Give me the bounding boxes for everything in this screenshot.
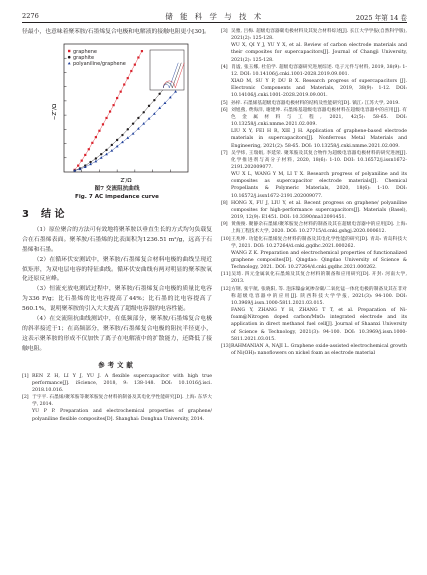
reference-text-en: WANG Z K. Preparation and electrochemical properties of functionalized graphene composites[D]. Qingdao: Qingdao University of Science & Technology, 2021. DOI: 10.27264/d.cnki.gqdhc.2021.000262. xyxy=(231,250,407,271)
impedance-chart xyxy=(22,40,212,185)
series-line-0 xyxy=(73,48,142,170)
journal-title: 储 能 科 学 与 技 术 xyxy=(165,12,264,21)
data-point xyxy=(130,70,132,72)
data-point xyxy=(110,149,113,152)
legend-marker xyxy=(68,62,71,65)
data-point xyxy=(137,56,139,58)
data-point xyxy=(113,104,115,106)
reference-text: 黄俊俊. 聚静杂石墨烯/聚苯胺复合材料的制备及其在超级电容器中的应用[D]. 上海: 上海工程技术大学, 2020. DOI: 10.27715/d.cnki.gshgj.2020.000612. xyxy=(231,222,407,235)
data-point xyxy=(126,136,129,139)
figure-caption-en: Fig. 7 AC impedance curve xyxy=(75,193,159,200)
reference-item xyxy=(221,286,407,343)
reference-number: [13] xyxy=(221,343,231,349)
reference-text: 王兆坤. 功能化石墨烯复合材料的制备及其电化学性能的研究[D]. 青岛: 青岛科技大学, 2021. DOI: 10.27264/d.cnki.gqdhc.2021.000262. xyxy=(231,236,407,249)
chart-legend xyxy=(68,49,126,67)
reference-item xyxy=(221,28,407,64)
data-point xyxy=(116,139,118,141)
data-point xyxy=(105,149,107,151)
conclusion-paragraph: （2）在循环伏安测试中，聚苯胺/石墨烯复合材料电极的曲线呈现近似矩形，为双电层电容的特征曲线。循环伏安曲线有两对明显的聚苯胺氧化还原反应峰。 xyxy=(22,256,212,283)
data-point xyxy=(120,90,122,92)
series-line-2 xyxy=(75,92,176,171)
left-column xyxy=(22,28,212,423)
data-point xyxy=(137,117,139,119)
reference-text-en: YU P P. Preparation and electrochemical properties of graphene/ polyaniline flexible composites[D]. Shanghai: Donghua University, 2014. xyxy=(32,409,212,422)
reference-item xyxy=(221,100,407,107)
data-point xyxy=(105,153,108,156)
legend-label: graphite xyxy=(73,54,95,61)
reference-item xyxy=(221,236,407,272)
page-number: 2276 xyxy=(22,12,39,20)
reference-number: [8] xyxy=(221,200,228,206)
data-point xyxy=(91,142,93,144)
reference-item xyxy=(221,200,407,221)
reference-number: [4] xyxy=(221,64,228,70)
legend-label: polyaniline/graphene xyxy=(73,61,126,68)
reference-item xyxy=(221,221,407,235)
reference-text: REN Z H, LI Y J, YU J. A flexible supercapacitor with high true performance[J]. iScience, 2018, 9: 138-148. DOI: 10.1016/j.isci. 2018.10.016. xyxy=(32,373,212,393)
reference-item xyxy=(221,107,407,150)
conclusion-paragraph: （4）在交流阻抗曲线测试中，在低频部分，聚苯胺/石墨烯复合电极的斜率接近于1；在高频部分，聚苯胺/石墨烯复合电极的阻抗半径更小，这表示聚苯胺的形成不仅加快了离子在电解液中的扩散能力，还降低了接触电阻。 xyxy=(22,316,212,352)
reference-number: [3] xyxy=(221,29,228,34)
legend-label: graphene xyxy=(73,48,97,55)
reference-text: 孙梓. 石墨烯基超级电容器电极材料的结构及性能研究[D]. 镇江: 江苏大学, 2019. xyxy=(231,100,400,106)
data-point xyxy=(141,50,143,52)
reference-text: 吴雅, 吕梅. 超级电容器碳电极材料及其复合材料综述[J]. 长江大学学报(自然科学版), 2021(2): 125-128. xyxy=(231,29,407,42)
reference-number: [5] xyxy=(221,100,228,106)
data-point xyxy=(121,134,123,136)
figure-7 xyxy=(22,40,212,185)
data-point xyxy=(81,159,83,161)
reference-text-en: WU X L, WANG Y M, LI T X. Research progress of polyaniline and its composites as supercapacitor electrode materials[J]. Chemical Propellants & Polymeric Materials, 2020, 18(6): 1-10. DOI: 10.16572/j.issn1672-2191.202009077. xyxy=(231,172,407,199)
data-point xyxy=(121,141,124,144)
reference-item xyxy=(221,271,407,285)
data-point xyxy=(116,97,118,99)
figure-caption-cn: 图7 交流阻抗曲线 xyxy=(94,185,140,192)
data-point xyxy=(158,92,160,94)
data-point xyxy=(102,123,104,125)
data-point xyxy=(95,157,97,159)
reference-item xyxy=(22,373,212,394)
data-point xyxy=(123,83,125,85)
reference-number: [1] xyxy=(22,373,29,379)
reference-text: 于宇平. 石墨烯/聚苯胺等聚苯胺复合材料的制备及其电化学性能研究[D]. 上海: 东华大学, 2014. xyxy=(32,395,212,408)
reference-number: [9] xyxy=(221,222,228,228)
reference-text: 刘旭燕, 费海洋, 谢建坤. 石墨烯基超级电容器电极材料在超级电容器中的应用[J]. 有色金属材料与工程, 2021, 42(5): 58-65. DOI: 10.13258/j.cnki.nmme.2021.02.009. xyxy=(231,107,407,128)
reference-text: HONG X, FU J, LIU Y, et al. Recent progress on graphene/ polyaniline composites for high-performance supercapacitors[J]. Materials (Basel), 2019, 12(9): E1451. DOI: 10.3390/ma12091451. xyxy=(231,200,407,221)
reference-text-en: XIAO M, SU Y P, DU B X. Research progress of supercapacitors [J]. Electronic Components and Materials, 2019, 38(9): 1-12. DOI: 10.14106/j.cnki.1001-2028.2019.09.001. xyxy=(231,79,407,99)
data-point xyxy=(95,136,97,138)
data-point xyxy=(89,163,92,166)
header-rule xyxy=(22,22,407,23)
issue-info: 2025 年第 14 卷 xyxy=(355,14,407,22)
reference-item xyxy=(22,394,212,423)
reference-text: 肖谧, 张玉娜, 杜伯学. 超级电容器研究进展综述. 电子元件与材料, 2019, 38(9): 1-12. DOI: 10.14106/j.cnki.1001-2028.2019.09.001. xyxy=(231,64,407,77)
legend-marker xyxy=(68,56,71,59)
data-point xyxy=(127,128,129,130)
data-point xyxy=(116,145,119,148)
intro-paragraph: 径最小，也意味着聚苯胺/石墨烯复合电极和电解液的接触电阻更小[30]。 xyxy=(22,29,210,35)
reference-number: [2] xyxy=(22,395,29,401)
reference-text-en: LIU X Y, FEI H R, XIE J H. Application of graphene-based electrode materials in supercapacitors[J]. Nonferrous Metal Materials and Engineering, 2021(2): 58-65. DOI: 10.13258/j.cnki.nmme.2021.02.009. xyxy=(231,129,407,149)
data-point xyxy=(100,156,103,159)
data-point xyxy=(134,63,136,65)
reference-number: [10] xyxy=(221,236,231,242)
data-point xyxy=(148,105,150,107)
data-point xyxy=(98,130,100,132)
references-heading: 参考文献 xyxy=(98,360,136,369)
right-column xyxy=(221,28,407,357)
section-title: 结 论 xyxy=(40,208,65,220)
conclusion-paragraph: （3）恒流充放电测试过程中，聚苯胺/石墨烯复合电极的质量比电容为336 F/g；比石墨烯的比电容提高了44%；比石墨的比电容提高了560.1%，说明聚苯胺的引入大大提高了超级电容器的电容性能。 xyxy=(22,286,212,313)
data-point xyxy=(127,77,129,79)
reference-item xyxy=(221,343,407,357)
reference-number: [12] xyxy=(221,286,231,292)
reference-item xyxy=(221,150,407,200)
reference-item xyxy=(221,64,407,100)
reference-text-en: FANG Y, ZHANG Y H, ZHANG T T, et al. Preparation of Ni-foam@Nitrogen doped carbon/MnO₂ integrated electrode and its application in direct methanol fuel cell[J]. Journal of Shaanxi University of Science & Technology, 2021(3): 94-100. DOI: 10.3969/j.issn.1000-5811.2021.03.015. xyxy=(231,308,407,342)
reference-number: [11] xyxy=(221,272,231,278)
data-point xyxy=(153,99,155,101)
conclusion-paragraph: （1）原位聚合的方法可有效地将聚苯胺以垂直生长的方式均匀负载复合在石墨烯表面。聚苯胺/石墨烯的比表面积为1236.51 m²/g，远高于石墨烯和石墨。 xyxy=(22,226,212,253)
data-point xyxy=(100,153,102,155)
data-point xyxy=(109,110,111,112)
x-axis-label: Z′/Ω xyxy=(120,177,132,184)
data-point xyxy=(111,144,113,146)
data-point xyxy=(174,90,177,93)
data-point xyxy=(84,154,86,156)
page-header xyxy=(22,9,407,23)
section-heading xyxy=(22,208,212,222)
data-point xyxy=(132,122,134,124)
section-number: 3 xyxy=(22,208,29,220)
data-point xyxy=(88,148,90,150)
reference-text: 吴琦. 四元金属氧化石墨烯及其复合材料的制备和应用研究[D]. 开封: 河南大学, 2013. xyxy=(231,272,407,285)
reference-text: 吴学炜, 王瑞娟, 李延荣. 聚苯胺及其复合物作为超级电容器电极材料的研究进展[J]. 化学推进剂与高分子材料, 2020, 18(6): 1-10. DOI: 10.16572/j.issn1672-2191.202009077. xyxy=(231,150,407,170)
legend-marker xyxy=(68,50,70,52)
data-point xyxy=(105,117,107,119)
reference-number: [7] xyxy=(221,150,228,156)
y-axis-label: −Z″/Ω xyxy=(52,103,58,121)
reference-text: RAHMANIAN A, NAJI L. Graphene oxide-assisted electrochemical growth of Ni(OH)₂ nanoflowers on nickel foam as electrode material xyxy=(231,343,407,357)
reference-text-en: WU X, QI Y J, YU Y X, et al. Review of carbon electrode materials and their composites for supercapacitors[J]. Journal of Changji University, 2021(2): 125-128. xyxy=(231,43,407,63)
data-point xyxy=(143,111,145,113)
reference-text: 方钢, 张宇航, 张晓阳, 等. 泡沫镍@氮掺杂碳/二氧化锰一体化电极的制备及其在非对称超级电容器中的应用[J]. 陕西科技大学学报, 2021(3): 94-100. DOI: 10.3969/j.issn.1000-5811.2021.03.015. xyxy=(231,286,407,306)
reference-number: [6] xyxy=(221,107,228,113)
data-point xyxy=(94,160,97,163)
data-point xyxy=(77,164,79,166)
